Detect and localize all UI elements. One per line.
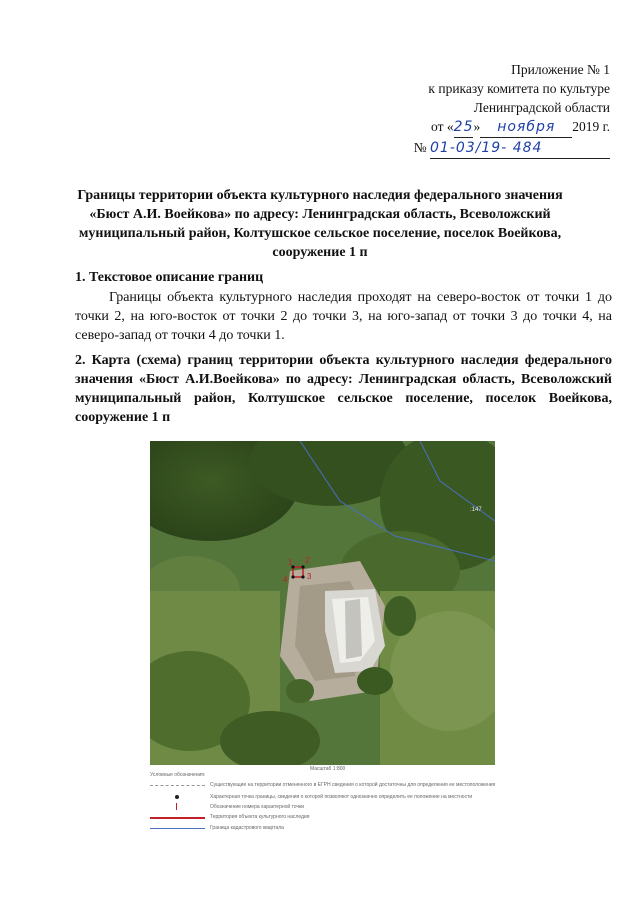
date-prefix: от « xyxy=(431,119,454,134)
legend-text: Существующие на территории отмененного в ЕГРН сведения о которой достаточны для определения ее местоположения xyxy=(210,782,496,788)
section1-text: Границы объекта культурного наследия проходят на северо-восток от точки 1 до точки 2, на юго-восток от точки 2 до точки 3, на юго-запад от точки 3 до точки 4, на северо-запад от точки 4 до точки 1. xyxy=(75,290,612,343)
document-title: Границы территории объекта культурного наследия федерального значения «Бюст А.И. Воейкова» по адресу: Ленинградская область, Всеволожский муниципальный район, Колтушское сельское поселение, поселок Воейкова, сооружение 1 п xyxy=(77,188,563,260)
date-day: 25 xyxy=(454,118,474,138)
legend-item-territory xyxy=(150,813,550,823)
point-label-2: 2 xyxy=(305,556,310,565)
territory-line-icon xyxy=(150,813,205,823)
boundary-point-3-marker xyxy=(301,575,304,578)
date-year: 2019 г. xyxy=(572,119,610,134)
legend-title: Условные обозначения: xyxy=(150,772,206,778)
boundary-point-2-marker xyxy=(301,565,304,568)
satellite-map xyxy=(150,441,495,765)
point-number-icon xyxy=(150,803,205,813)
point-label-1: 1 xyxy=(288,558,293,567)
map-scale: Масштаб 1:800 xyxy=(310,766,346,772)
annex-block xyxy=(414,60,610,159)
date-mid: » xyxy=(473,119,481,134)
number-value: 01-03/19- 484 xyxy=(430,139,610,159)
cadastral-line-icon xyxy=(150,824,205,834)
section2-heading: 2. Карта (схема) границ территории объекта культурного наследия федерального значения «Бюст А.И.Воейкова» по адресу: Ленинградская область, Всеволожский муниципальный район, Колтушское сельское поселение, поселок Воейкова, сооружение 1 п xyxy=(75,353,612,425)
point-label-4: 4 xyxy=(283,575,288,584)
number-prefix: № xyxy=(413,140,427,155)
annex-date xyxy=(414,117,610,138)
legend-text: Обозначение номера характерной точки xyxy=(210,804,305,810)
annex-line2: к приказу комитета по культуре xyxy=(428,81,610,96)
date-month: ноября xyxy=(480,118,572,138)
parcel-label: :147 xyxy=(470,507,482,513)
legend-text: Характерная точка границы, сведения о которой позволяют однозначно определить ее положение на местности xyxy=(210,794,473,800)
point-dot-icon xyxy=(150,793,205,803)
annex-number xyxy=(414,138,610,159)
legend-text: Граница кадастрового квартала xyxy=(210,825,284,831)
annex-line3: Ленинградской области xyxy=(473,100,610,115)
legend-item-cadastral xyxy=(150,824,550,834)
map-image xyxy=(150,441,495,765)
legend-item-existing xyxy=(150,781,550,791)
section1-heading: 1. Текстовое описание границ xyxy=(75,270,264,285)
annex-line1: Приложение № 1 xyxy=(511,62,610,77)
legend-symbol-dashed xyxy=(150,781,205,786)
point-label-3: 3 xyxy=(307,572,312,581)
legend-item-point xyxy=(150,793,550,803)
legend-item-number xyxy=(150,803,550,813)
legend-text: Территория объекта культурного наследия xyxy=(210,814,310,820)
boundary-point-4-marker xyxy=(291,575,294,578)
